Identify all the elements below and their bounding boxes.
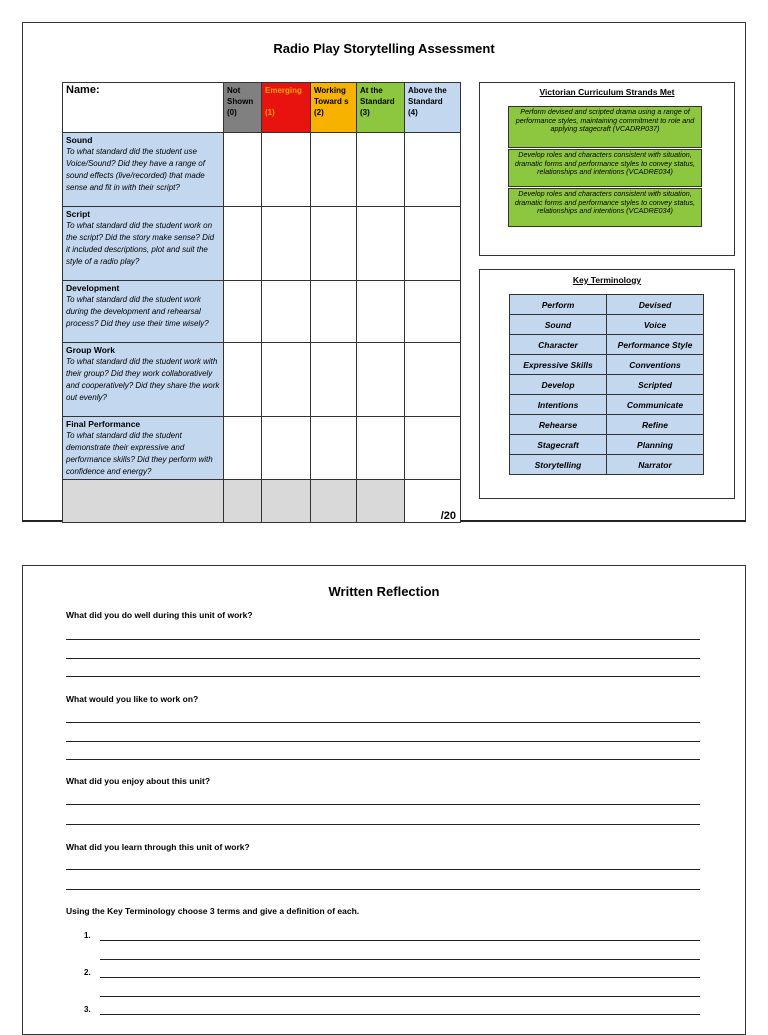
term: Character (510, 335, 607, 355)
level-not-shown (224, 83, 262, 133)
criterion-cell (63, 343, 224, 417)
answer-line[interactable] (66, 824, 700, 825)
terminology-title: Key Terminology (572, 275, 642, 285)
term: Narrator (607, 455, 704, 475)
curriculum-strand: Develop roles and characters consistent with situation, dramatic forms and performance styles to convey status, relationships and intentions (VCADRE034) (508, 149, 702, 187)
level-score: (0) (227, 108, 237, 117)
answer-line[interactable] (66, 639, 700, 640)
criterion-cell (63, 281, 224, 343)
terminology-box (479, 269, 735, 499)
total-score-cell[interactable] (405, 480, 461, 523)
score-cell[interactable] (405, 343, 461, 417)
answer-line[interactable] (66, 676, 700, 677)
term-row (510, 455, 704, 475)
term: Stagecraft (510, 435, 607, 455)
total-cell (311, 480, 357, 523)
score-cell[interactable] (262, 133, 311, 207)
term: Sound (510, 315, 607, 335)
term-row (510, 315, 704, 335)
score-cell[interactable] (311, 417, 357, 480)
criterion-cell (63, 417, 224, 480)
term: Rehearse (510, 415, 607, 435)
level-working-towards (311, 83, 357, 133)
score-cell[interactable] (357, 343, 405, 417)
term: Communicate (607, 395, 704, 415)
criterion-description: To what standard did the student demonstrate their expressive and performance skills? Did they perform with confidence and energy? (66, 431, 213, 476)
rubric-total-row (63, 480, 461, 523)
score-cell[interactable] (311, 281, 357, 343)
definition-number: 1. (84, 931, 91, 940)
level-above-standard (405, 83, 461, 133)
definition-line[interactable] (100, 1014, 700, 1015)
score-cell[interactable] (224, 133, 262, 207)
definition-line[interactable] (100, 977, 700, 978)
level-score: (1) (265, 108, 275, 117)
score-cell[interactable] (357, 281, 405, 343)
criterion-description: To what standard did the student work during the development and rehearsal process? Did they use their time wisely? (66, 295, 209, 328)
answer-line[interactable] (66, 759, 700, 760)
level-label: Not Shown (227, 86, 254, 106)
score-cell[interactable] (262, 417, 311, 480)
term: Intentions (510, 395, 607, 415)
criterion-cell (63, 133, 224, 207)
level-at-standard (357, 83, 405, 133)
criterion-description: To what standard did the student work with their group? Did they work collaboratively and cooperatively? Did they share the work out evenly? (66, 357, 220, 402)
term: Conventions (607, 355, 704, 375)
score-cell[interactable] (357, 417, 405, 480)
score-cell[interactable] (224, 343, 262, 417)
reflection-question: What did you do well during this unit of work? (66, 610, 253, 620)
reflection-question: Using the Key Terminology choose 3 terms and give a definition of each. (66, 906, 360, 916)
answer-line[interactable] (66, 889, 700, 890)
score-cell[interactable] (405, 133, 461, 207)
rubric-table (62, 82, 461, 523)
term: Devised (607, 295, 704, 315)
reflection-panel (22, 565, 746, 1035)
reflection-question: What did you enjoy about this unit? (66, 776, 211, 786)
definition-line[interactable] (100, 940, 700, 941)
rubric-row (63, 417, 461, 480)
curriculum-strand: Develop roles and characters consistent with situation, dramatic forms and performance styles to convey status, relationships and intentions (VCADRE034) (508, 188, 702, 227)
score-cell[interactable] (405, 207, 461, 281)
score-cell[interactable] (262, 207, 311, 281)
score-cell[interactable] (405, 281, 461, 343)
term-row (510, 335, 704, 355)
term: Storytelling (510, 455, 607, 475)
level-label: Above the Standard (408, 86, 447, 106)
criterion-description: To what standard did the student use Voice/Sound? Did they have a range of sound effects (live/recorded) that made sense and fit in with their script? (66, 147, 205, 192)
term: Develop (510, 375, 607, 395)
rubric-row (63, 343, 461, 417)
curriculum-title: Victorian Curriculum Strands Met (539, 87, 675, 97)
total-score: /20 (440, 510, 456, 522)
curriculum-strand: Perform devised and scripted drama using a range of performance styles, maintaining commitment to role and applying stagecraft (VCADRP037) (508, 106, 702, 148)
total-cell (262, 480, 311, 523)
total-cell (357, 480, 405, 523)
term: Voice (607, 315, 704, 335)
score-cell[interactable] (224, 281, 262, 343)
term: Scripted (607, 375, 704, 395)
definition-number: 2. (84, 968, 91, 977)
answer-line[interactable] (66, 741, 700, 742)
rubric-row (63, 133, 461, 207)
score-cell[interactable] (311, 343, 357, 417)
term-row (510, 435, 704, 455)
term-row (510, 375, 704, 395)
definition-line[interactable] (100, 996, 700, 997)
criterion-name: Sound (66, 135, 93, 145)
term-row (510, 415, 704, 435)
level-label: Emerging (265, 86, 302, 95)
answer-line[interactable] (66, 804, 700, 805)
definition-line[interactable] (100, 959, 700, 960)
definition-number: 3. (84, 1005, 91, 1014)
reflection-question: What would you like to work on? (66, 694, 199, 704)
term-row (510, 395, 704, 415)
term-row (510, 295, 704, 315)
terminology-table (509, 294, 704, 475)
level-label: At the Standard (360, 86, 395, 106)
reflection-title: Written Reflection (328, 584, 440, 599)
total-cell (224, 480, 262, 523)
score-cell[interactable] (262, 343, 311, 417)
level-score: (2) (314, 108, 324, 117)
reflection-question: What did you learn through this unit of work? (66, 842, 250, 852)
assessment-title: Radio Play Storytelling Assessment (273, 41, 495, 56)
rubric-row (63, 281, 461, 343)
score-cell[interactable] (224, 417, 262, 480)
rubric-header-row (63, 83, 461, 133)
criterion-name: Development (66, 283, 120, 293)
answer-line[interactable] (66, 869, 700, 870)
term: Planning (607, 435, 704, 455)
curriculum-box (479, 82, 735, 256)
score-cell[interactable] (311, 133, 357, 207)
term: Perform (510, 295, 607, 315)
score-cell[interactable] (311, 207, 357, 281)
name-label: Name: (63, 83, 224, 133)
level-label: Working Toward s (314, 86, 349, 106)
score-cell[interactable] (262, 281, 311, 343)
term-row (510, 355, 704, 375)
assessment-panel (22, 22, 746, 522)
criterion-name: Final Performance (66, 419, 141, 429)
term: Refine (607, 415, 704, 435)
term: Performance Style (607, 335, 704, 355)
answer-line[interactable] (66, 658, 700, 659)
term: Expressive Skills (510, 355, 607, 375)
criterion-name: Script (66, 209, 91, 219)
level-score: (3) (360, 108, 370, 117)
score-cell[interactable] (405, 417, 461, 480)
level-emerging (262, 83, 311, 133)
rubric-row (63, 207, 461, 281)
score-cell[interactable] (357, 133, 405, 207)
criterion-name: Group Work (66, 345, 115, 355)
level-score: (4) (408, 108, 418, 117)
answer-line[interactable] (66, 722, 700, 723)
score-cell[interactable] (224, 207, 262, 281)
criterion-cell (63, 207, 224, 281)
criterion-description: To what standard did the student work on the script? Did the story make sense? Did it included descriptions, plot and suit the style of a radio play? (66, 221, 215, 266)
score-cell[interactable] (357, 207, 405, 281)
total-cell (63, 480, 224, 523)
